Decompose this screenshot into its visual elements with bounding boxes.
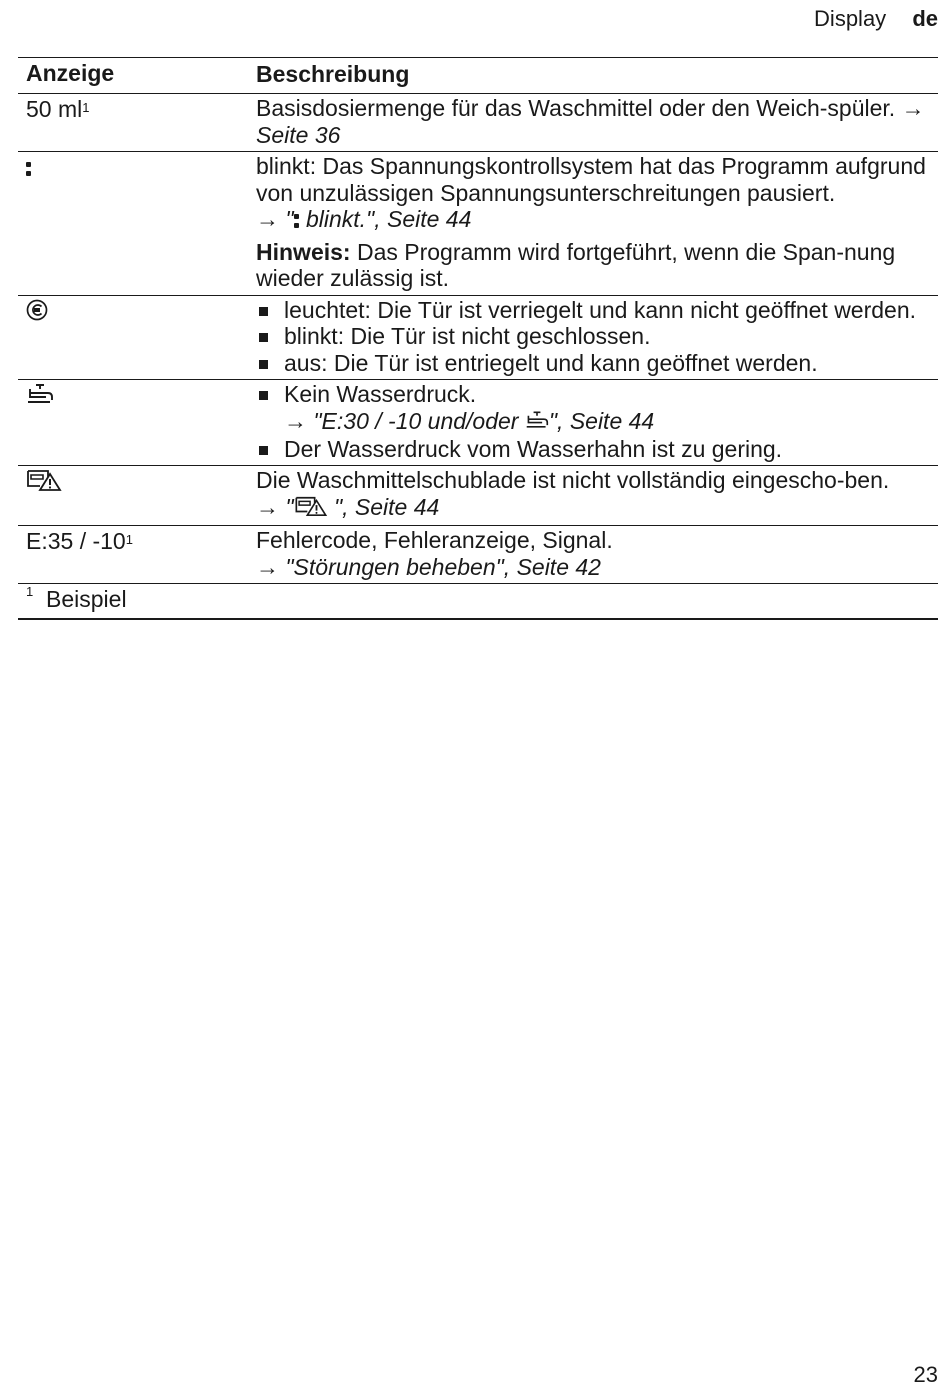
page-reference-link[interactable]: " blinkt.", Seite 44 <box>285 206 472 232</box>
list-item: blinkt: Die Tür ist nicht geschlossen. <box>256 323 938 350</box>
language-code: de <box>912 6 938 31</box>
display-table <box>18 57 938 620</box>
arrow-icon: → <box>256 493 279 520</box>
column-header-anzeige: Anzeige <box>26 60 115 86</box>
table-row <box>18 380 938 466</box>
hint-label: Hinweis: <box>256 238 351 265</box>
table-footnote <box>18 584 938 620</box>
anzeige-cell: E:35 / $-10^1$ <box>26 528 133 555</box>
hint-note: Hinweis: Das Programm wird fortgeführt, wenn die Span-nung wieder zulässig ist. <box>256 238 896 291</box>
anzeige-cell: 50 $ml^1$ <box>26 96 90 122</box>
beschreibung-cell: Basisdosiermenge für das Waschmittel oder den Weich-spüler. → Seite 36 <box>256 95 925 148</box>
list-item: Kein Wasserdruck. → "E:30 / -10 und/oder ", Seite 44 <box>256 381 938 436</box>
arrow-icon: → <box>284 407 307 434</box>
voltage-pause-icon <box>26 159 32 177</box>
page-reference-link[interactable]: " ", Seite 44 <box>285 494 439 520</box>
list-item: aus: Die Tür ist entriegelt und kann geöffnet werden. <box>256 350 938 377</box>
anzeige-cell <box>26 154 32 181</box>
footnote-ref: 1 <box>125 532 133 548</box>
anzeige-cell <box>26 298 50 328</box>
arrow-icon: → <box>256 553 279 580</box>
page-reference-link[interactable]: Seite 36 <box>256 121 341 148</box>
status-list <box>256 297 938 377</box>
water-tap-icon <box>26 383 54 411</box>
list-item: Der Wasserdruck vom Wasserhahn ist zu gering. <box>256 436 938 463</box>
beschreibung-cell <box>256 296 938 380</box>
beschreibung-cell: Fehlercode, Fehleranzeige, Signal. → "Störungen beheben", Seite 42 <box>256 527 613 580</box>
table-row <box>18 152 938 296</box>
footnote-ref: 1 <box>82 100 90 115</box>
arrow-icon: → <box>256 206 279 232</box>
page-reference-link[interactable]: "Störungen beheben", Seite 42 <box>285 553 601 580</box>
footnote-text: Beispiel <box>46 586 127 613</box>
anzeige-cell <box>26 382 54 411</box>
list-item: leuchtet: Die Tür ist verriegelt und kann nicht geöffnet werden. <box>256 297 938 324</box>
running-header <box>814 6 938 32</box>
table-row <box>18 526 938 584</box>
table-row <box>18 296 938 381</box>
section-title: Display <box>814 6 887 31</box>
page-reference-link[interactable]: "E:30 / -10 und/oder ", Seite 44 <box>313 408 654 434</box>
beschreibung-cell <box>256 380 938 465</box>
table-row <box>18 466 938 526</box>
table-header-row <box>18 57 938 94</box>
anzeige-cell <box>26 468 62 498</box>
footnote-mark: 1 <box>26 584 34 600</box>
detergent-drawer-warning-icon <box>26 468 62 498</box>
status-list <box>256 381 938 462</box>
page-number: 23 <box>913 1362 938 1387</box>
voltage-pause-icon <box>294 211 300 229</box>
column-header-beschreibung: Beschreibung <box>256 61 410 87</box>
water-tap-icon <box>525 409 549 436</box>
beschreibung-cell: blinkt: Das Spannungskontrollsystem hat das Programm aufgrund von unzulässigen Spannungsunterschreitungen pausiert. → " blinkt.", Seite 44 Hinweis: Das Programm wird fortgeführt, wenn die Span-nung wieder zulässig ist. <box>256 152 938 295</box>
arrow-icon: → <box>901 95 925 121</box>
detergent-drawer-warning-icon <box>294 495 328 523</box>
beschreibung-cell: Die Waschmittelschublade ist nicht vollständig eingescho-ben. → " ", Seite 44 <box>256 466 938 525</box>
door-lock-icon <box>26 298 50 328</box>
table-row <box>18 94 938 152</box>
